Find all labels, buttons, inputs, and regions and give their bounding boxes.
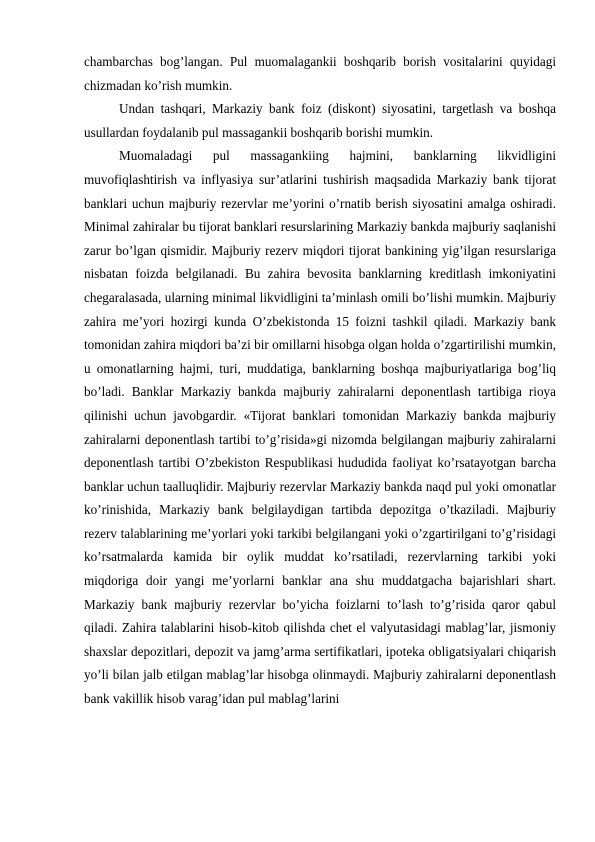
paragraph-discount-policy: Undan tashqari, Markaziy bank foiz (diskont) siyosatini, targetlash va boshqa usullardan foydalanib pul massagankii boshqarib borishi mumkin. — [84, 101, 556, 140]
paragraph-continuation: chambarchas bog’langan. Pul muomalagankii boshqarib borish vositalarini quyidagi chizmadan ko’rish mumkin. — [84, 54, 556, 93]
paragraph-reserve-requirements: Muomaladagi pul massagankiing hajmini, banklarning likvidligini muvofiqlashtirish va inflyasiya sur’atlarini tushirish maqsadida Markaziy bank tijorat banklari uchun majburiy rezervlar me’yorini o’rnatib berish siyosatini amalga oshiradi. Minimal zahiralar bu tijorat banklari resurslarining Markaziy bankda majburiy saqlanishi zarur bo’lgan qismidir. Majburiy rezerv miqdori tijorat bankining yig’ilgan resurslariga nisbatan foizda belgilanadi. Bu zahira bevosita banklarning kreditlash imkoniyatini chegaralasada, ularning minimal likvidligini ta’minlash omili bo’lishi mumkin. Majburiy zahira me’yori hozirgi kunda O’zbekistonda 15 foizni tashkil qiladi. Markaziy bank tomonidan zahira miqdori ba’zi bir omillarni hisobga olgan holda o’zgartirilishi mumkin, u omonatlarning hajmi, turi, muddatiga, banklarning boshqa majburiyatlariga bog’liq bo’ladi. Banklar Markaziy bankda majburiy zahiralarni deponentlash tartibiga rioya qilinishi uchun javobgardir. «Tijorat banklari tomonidan Markaziy bankda majburiy zahiralarni deponentlash tartibi to’g’risida»gi nizomda belgilangan majburiy zahiralarni deponentlash tartibi O’zbekiston Respublikasi hududida faoliyat ko’rsatayotgan barcha banklar uchun taalluqlidir. Majburiy rezervlar Markaziy bankda naqd pul yoki omonatlar ko’rinishida, Markaziy bank belgilaydigan tartibda depozitga o’tkaziladi. Majburiy rezerv talablarining me’yorlari yoki tarkibi belgilangani yoki o’zgartirilgani to’g’risidagi ko’rsatmalarda kamida bir oylik muddat ko’rsatiladi, rezervlarning tarkibi yoki miqdoriga doir yangi me’yorlarni banklar ana shu muddatgacha bajarishlari shart. Markaziy bank majburiy rezervlar bo’yicha foizlarni to’lash to’g’risida qaror qabul qiladi. Zahira talablarini hisob-kitob qilishda chet el valyutasidagi mablag’lar, jismoniy shaxslar depozitlari, depozit va jamg’arma sertifikatlari, ipoteka obligatsiyalari chiqarish yo’li bilan jalb etilgan mablag’lar hisobga olinmaydi. Majburiy zahiralarni deponentlash bank vakillik hisob varag’idan pul mablag’larini — [84, 148, 556, 707]
body-text — [84, 50, 556, 711]
